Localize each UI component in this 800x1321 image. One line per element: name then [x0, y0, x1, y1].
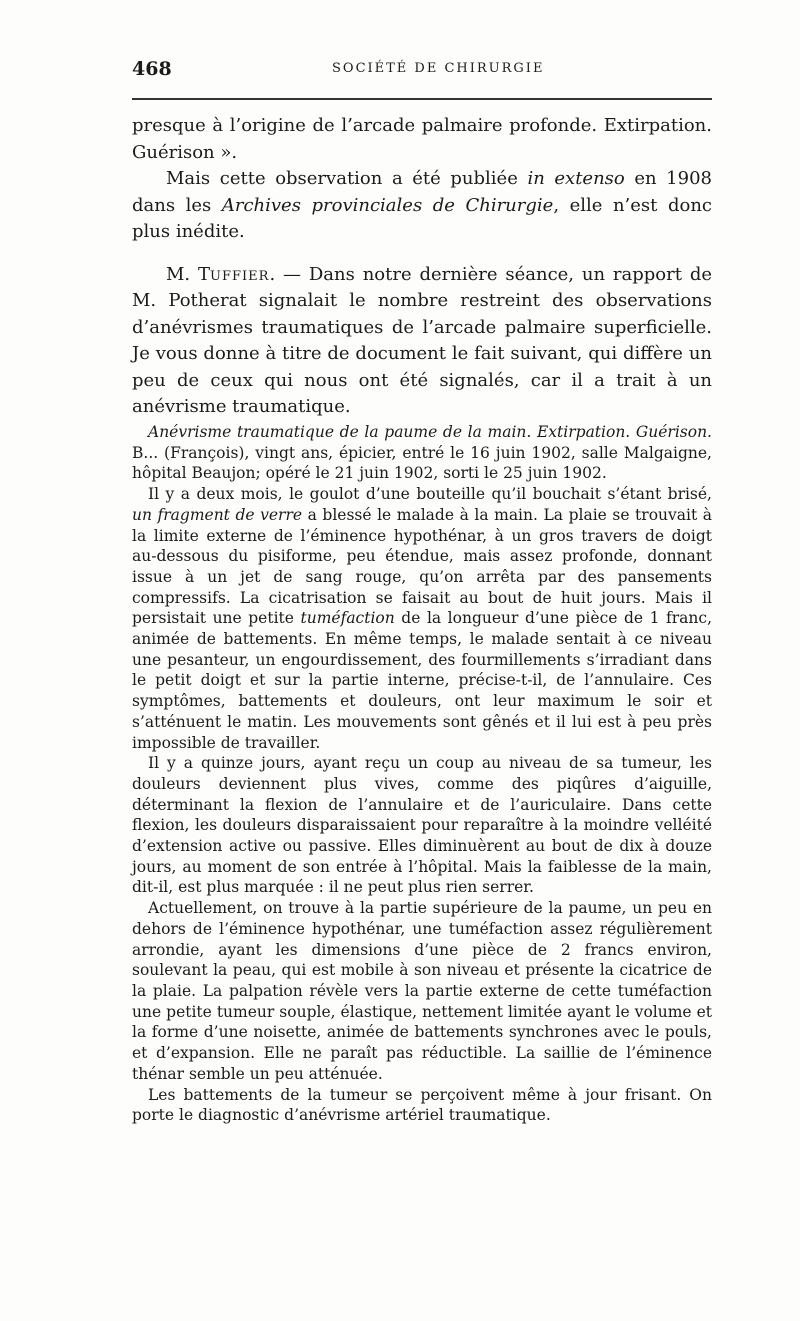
page-number: 468 [132, 58, 172, 80]
observation-paragraph: Les battements de la tumeur se perçoivent même à jour frisant. On porte le diagnostic d’anévrisme artériel traumatique. [132, 1085, 712, 1125]
italic-phrase: tuméfaction [300, 609, 395, 628]
running-title: SOCIÉTÉ DE CHIRURGIE [332, 61, 545, 76]
running-header [132, 58, 712, 86]
paragraph-continued: presque à l’origine de l’arcade palmaire profonde. Extirpation. Guérison ». [132, 115, 712, 163]
italic-phrase: un fragment de verre [132, 505, 303, 524]
observation-paragraph: Il y a deux mois, le goulot d’une bouteille qu’il bouchait s’étant brisé, un fragment de verre a blessé le malade à la main. La plaie se trouvait à la limite externe de l’éminence hypothénar, à un gros travers de doigt au-dessous du pisiforme, peu étendue, mais assez profonde, donnant issue à un jet de sang rouge, qu’on arrêta par des pansements compressifs. La cicatrisation se faisait au bout de huit jours. Mais il persistait une petite tuméfaction de la longueur d’une pièce de 1 franc, animée de battements. En même temps, le malade sentait à ce niveau une pesanteur, un engourdissement, des fourmillements s’irradiant dans le petit doigt et sur la partie interne, précise-t-il, de l’annulaire. Ces symptômes, battements et douleurs, ont leur maximum le soir et s’atténuent le matin. Les mouvements sont gênés et il lui est à peu près impossible de travailler. [132, 485, 712, 752]
observation-paragraph: Actuellement, on trouve à la partie supérieure de la paume, un peu en dehors de l’éminence hypothénar, une tuméfaction assez régulièrement arrondie, ayant les dimensions d’une pièce de 2 francs environ, soulevant la peau, qui est mobile à son niveau et présente la cicatrice de la plaie. La palpation révèle vers la partie externe de cette tuméfaction une petite tumeur souple, élastique, nettement limitée ayant le volume et la forme d’une noisette, animée de battements synchrones avec le pouls, et d’expansion. Elle ne paraît pas réductible. La saillie de l’éminence thénar semble un peu atténuée. [132, 899, 712, 1083]
paragraph-publication-note: Mais cette observation a été publiée in extenso en 1908 dans les Archives provinciales de Chirurgie, elle n’est donc plus inédite. [132, 168, 712, 242]
observation-paragraph: Il y a quinze jours, ayant reçu un coup au niveau de sa tumeur, les douleurs deviennent plus vives, comme des piqûres d’aiguille, déterminant la flexion de l’annulaire et de l’auriculaire. Dans cette flexion, les douleurs disparaissaient pour reparaître à la moindre velléité d’extension active ou passive. Elles diminuèrent au bout de dix à douze jours, au moment de son entrée à l’hôpital. Mais la faiblesse de la main, dit-il, est plus marquée : il ne peut plus rien serrer. [132, 754, 712, 897]
paragraph-tuffier: M. Tuffier. — Dans notre dernière séance, un rapport de M. Potherat signalait le nombre restreint des observations d’anévrismes traumatiques de l’arcade palmaire superficielle. Je vous donne à titre de document le fait suivant, qui diffère un peu de ceux qui nous ont été signalés, car il a trait à un anévrisme traumatique. [132, 263, 712, 417]
observation-intro: Anévrisme traumatique de la paume de la main. Extirpation. Guérison. B... (François), vingt ans, épicier, entré le 16 juin 1902, salle Malgaigne, hôpital Beaujon; opéré le 21 juin 1902, sorti le 25 juin 1902. [132, 423, 712, 483]
speaker-name: M. Tuffier [166, 263, 270, 285]
main-text [132, 113, 712, 421]
header-rule [132, 98, 712, 100]
journal-title: Archives provinciales de Chirurgie [221, 194, 554, 216]
observation-block [132, 422, 712, 1126]
italic-phrase: in extenso [527, 168, 625, 189]
observation-title: Anévrisme traumatique de la paume de la main. Extirpation. Guérison. [148, 423, 712, 441]
